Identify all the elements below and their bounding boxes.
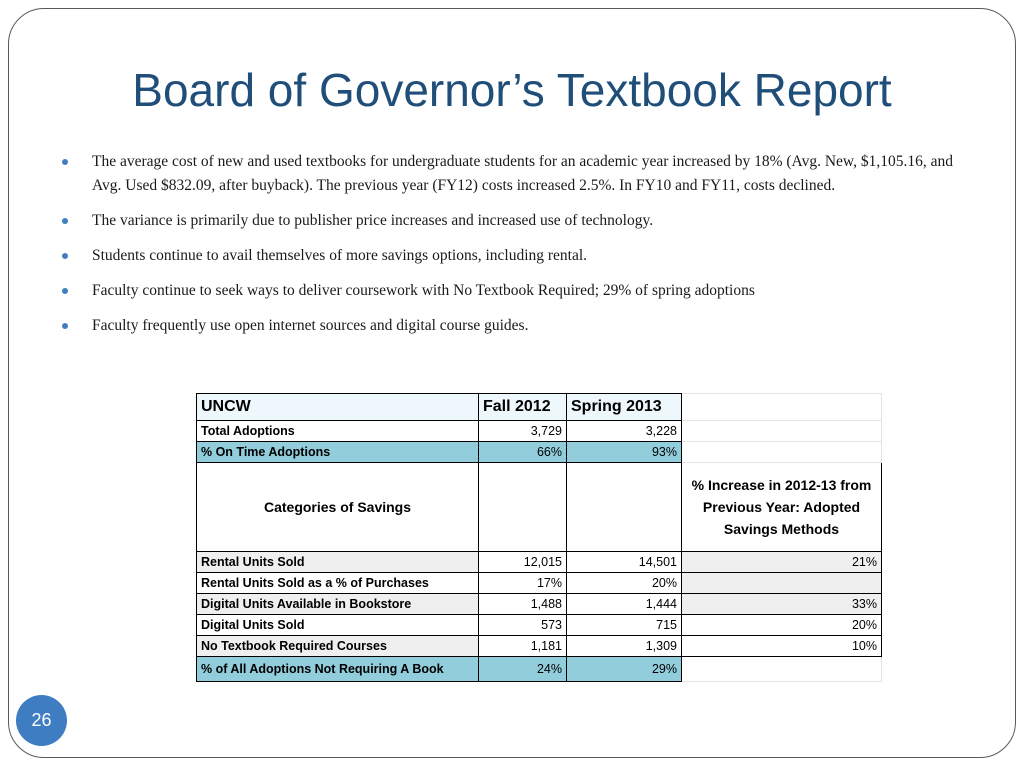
spring-value: 93%: [567, 442, 682, 463]
slide-title: Board of Governor’s Textbook Report: [132, 64, 892, 116]
fall-value: 24%: [479, 657, 567, 682]
bullet-text: The variance is primarily due to publisher price increases and increased use of technology.: [92, 212, 654, 229]
table-row: [197, 615, 882, 636]
spring-value: 29%: [567, 657, 682, 682]
bullet-text: Faculty continue to seek ways to deliver coursework with No Textbook Required; 29% of spring adoptions: [92, 282, 755, 299]
fall-value: 66%: [479, 442, 567, 463]
fall-value: 17%: [479, 573, 567, 594]
row-label: Digital Units Available in Bookstore: [197, 594, 479, 615]
increase-value: 20%: [682, 615, 882, 636]
categories-label: Categories of Savings: [197, 463, 479, 552]
empty-cell: [567, 463, 682, 552]
increase-value: [682, 573, 882, 594]
increase-header: % Increase in 2012-13 from Previous Year: Adopted Savings Methods: [682, 463, 882, 552]
spring-value: 20%: [567, 573, 682, 594]
header-fall-2012: Fall 2012: [479, 394, 567, 421]
row-label: % of All Adoptions Not Requiring A Book: [197, 657, 479, 682]
header-org: UNCW: [197, 394, 479, 421]
table-row: [197, 573, 882, 594]
row-label: Total Adoptions: [197, 421, 479, 442]
table-row: [197, 657, 882, 682]
spring-value: 14,501: [567, 552, 682, 573]
table-row: [197, 442, 882, 463]
empty-cell: [682, 657, 882, 682]
categories-row: [197, 463, 882, 552]
fall-value: 1,181: [479, 636, 567, 657]
bullet-text: Students continue to avail themselves of more savings options, including rental.: [92, 247, 588, 264]
bullet-item: [62, 150, 962, 198]
empty-cell: [682, 421, 882, 442]
empty-cell: [682, 394, 882, 421]
empty-cell: [682, 442, 882, 463]
bullet-dot-icon: [62, 288, 68, 294]
fall-value: 3,729: [479, 421, 567, 442]
bullet-item: [62, 279, 962, 303]
increase-value: 33%: [682, 594, 882, 615]
row-label: No Textbook Required Courses: [197, 636, 479, 657]
bullet-item: [62, 314, 962, 338]
table-header-row: [197, 394, 882, 421]
fall-value: 1,488: [479, 594, 567, 615]
increase-value: 10%: [682, 636, 882, 657]
fall-value: 573: [479, 615, 567, 636]
table-row: [197, 594, 882, 615]
bullet-dot-icon: [62, 218, 68, 224]
table-row: [197, 636, 882, 657]
empty-cell: [479, 463, 567, 552]
spring-value: 715: [567, 615, 682, 636]
header-spring-2013: Spring 2013: [567, 394, 682, 421]
spring-value: 1,444: [567, 594, 682, 615]
page-number-badge: 26: [16, 695, 67, 746]
table-row: [197, 421, 882, 442]
increase-value: 21%: [682, 552, 882, 573]
textbook-report-table: [196, 393, 882, 682]
table-row: [197, 552, 882, 573]
row-label: % On Time Adoptions: [197, 442, 479, 463]
bullet-text: The average cost of new and used textbooks for undergraduate students for an academic year increased by 18% (Avg. New, $1,105.16, and Avg. Used $832.09, after buyback). The previous year (FY12) costs increased 2.5%. In FY10 and FY11, costs declined.: [92, 153, 953, 194]
fall-value: 12,015: [479, 552, 567, 573]
bullet-dot-icon: [62, 253, 68, 259]
row-label: Digital Units Sold: [197, 615, 479, 636]
bullet-item: [62, 209, 962, 233]
bullet-text: Faculty frequently use open internet sources and digital course guides.: [92, 317, 529, 334]
bullet-list: [62, 150, 962, 349]
row-label: Rental Units Sold as a % of Purchases: [197, 573, 479, 594]
spring-value: 3,228: [567, 421, 682, 442]
bullet-dot-icon: [62, 159, 68, 165]
bullet-dot-icon: [62, 323, 68, 329]
bullet-item: [62, 244, 962, 268]
row-label: Rental Units Sold: [197, 552, 479, 573]
spring-value: 1,309: [567, 636, 682, 657]
